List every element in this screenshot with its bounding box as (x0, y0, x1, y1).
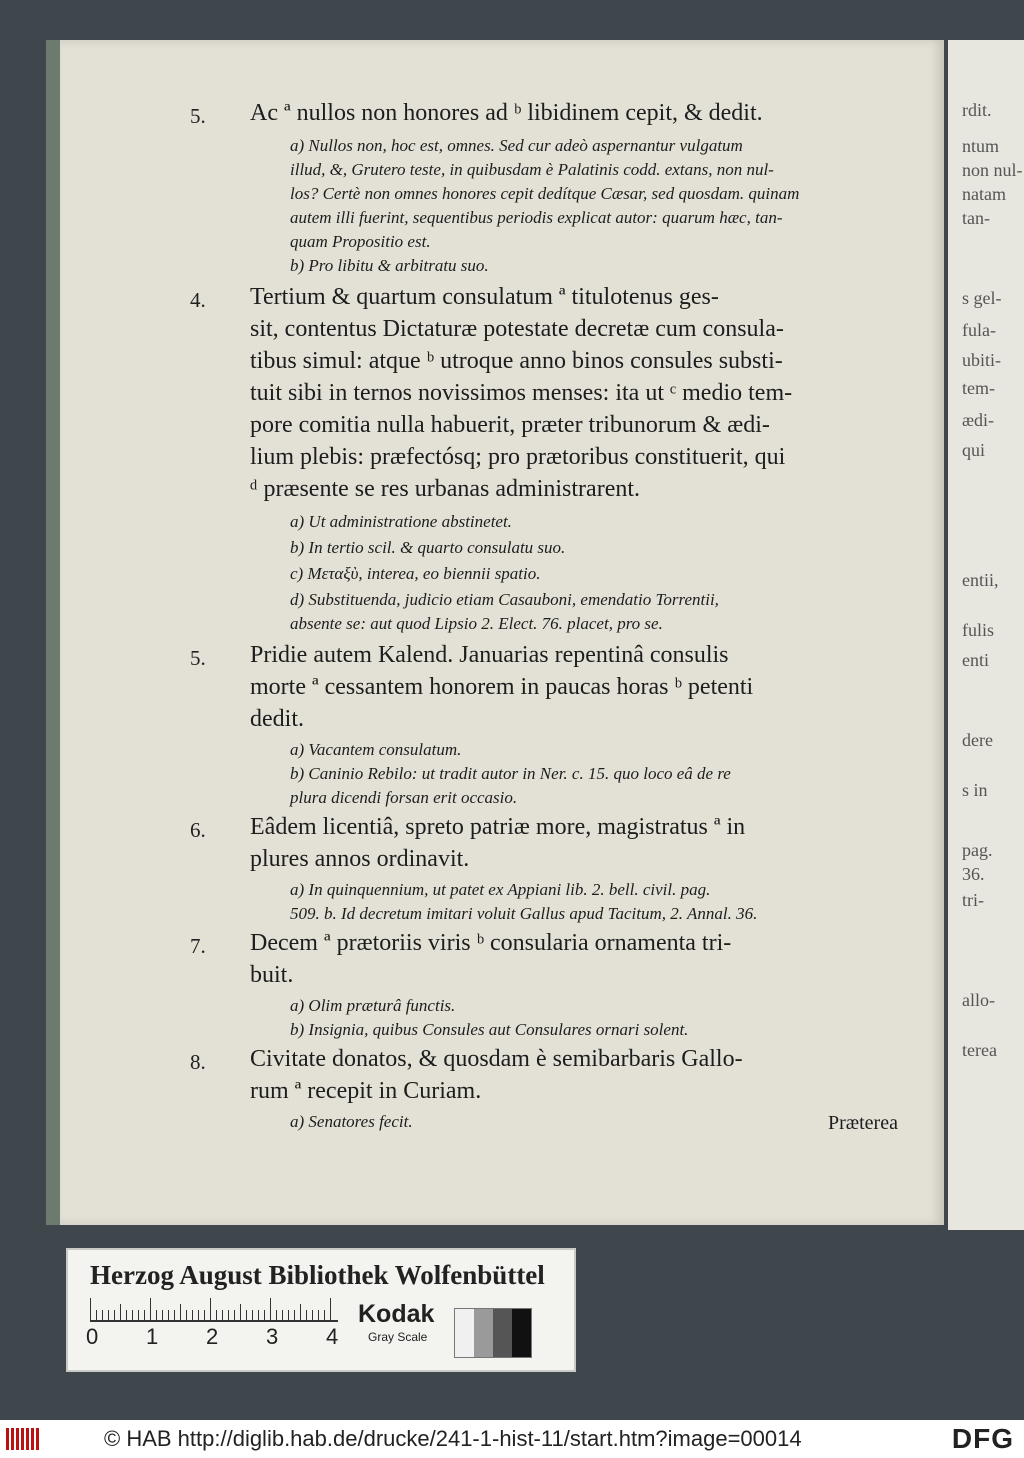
ruler-tick (90, 1298, 91, 1320)
ruler-tick (294, 1310, 295, 1320)
facing-page-fragment: ædi- (962, 410, 995, 430)
dfg-logo: DFG (951, 1423, 1014, 1454)
facing-page-fragment: non nul- (962, 160, 1023, 180)
facing-page-fragment: ubiti- (962, 350, 1001, 370)
facing-page-fragment: enti (962, 650, 989, 670)
text-line: Tertium & quartum consulatum ª titulotenus ges- (250, 284, 719, 310)
copyright-url[interactable]: © HAB http://diglib.hab.de/drucke/241-1-hist-11/start.htm?image=00014 (104, 1426, 802, 1451)
ruler-tick (192, 1310, 193, 1320)
section-number: 4. (190, 288, 206, 312)
text-line: lium plebis: præfectósq; pro prætoribus constituerit, qui (250, 444, 786, 470)
ruler-tick (276, 1310, 277, 1320)
facing-page-fragment: tem- (962, 378, 995, 398)
footer-bar (0, 1420, 1024, 1458)
footnote-line: a) Nullos non, hoc est, omnes. Sed cur adeò aspernantur vulgatum (290, 136, 743, 155)
kodak-logo: Kodak (358, 1300, 435, 1328)
ruler-number: 1 (146, 1324, 159, 1349)
ruler-tick (210, 1298, 211, 1320)
footnote-line: a) Ut administratione abstinetet. (290, 512, 512, 531)
section-number: 6. (190, 818, 206, 842)
facing-page-fragment: 36. (962, 864, 985, 884)
text-line: Decem ª prætoriis viris ᵇ consularia ornamenta tri- (250, 930, 732, 956)
text-line: ᵈ præsente se res urbanas administrarent. (250, 476, 641, 502)
color-calibration-card (66, 1248, 576, 1372)
library-name: Herzog August Bibliothek Wolfenbüttel (90, 1260, 545, 1290)
facing-page-fragment: pag. (962, 840, 993, 860)
ruler-tick (174, 1310, 175, 1320)
text-line: pore comitia nulla habuerit, præter tribunorum & ædi- (250, 412, 770, 438)
ruler-tick (144, 1310, 145, 1320)
text-line: tibus simul: atque ᵇ utroque anno binos consules substi- (250, 348, 783, 374)
footnote-line: plura dicendi forsan erit occasio. (290, 788, 518, 807)
ruler-number: 4 (326, 1324, 339, 1349)
ruler-tick (246, 1310, 247, 1320)
ruler-tick (222, 1310, 223, 1320)
ruler-tick (198, 1310, 199, 1320)
facing-page-fragment: s in (962, 780, 988, 800)
footnote-line: autem illi fuerint, sequentibus periodis explicat autor: quarum hæc, tan- (290, 208, 783, 227)
facing-page-fragment: natam (962, 184, 1006, 204)
facing-page-fragment: fulis (962, 620, 995, 640)
text-line: Ac ª nullos non honores ad ᵇ libidinem cepit, & dedit. (250, 100, 763, 126)
ruler-tick (120, 1304, 121, 1320)
footnote-line: 509. b. Id decretum imitari voluit Gallus apud Tacitum, 2. Annal. 36. (290, 904, 758, 923)
footnote-line: a) Olim præturâ functis. (290, 996, 456, 1015)
ruler-tick (306, 1310, 307, 1320)
section-number: 5. (190, 646, 206, 670)
ruler-tick (330, 1298, 331, 1320)
facing-page-fragment: entii, (962, 570, 999, 590)
text-line: morte ª cessantem honorem in paucas horas ᵇ petenti (250, 674, 754, 700)
text-line: Eâdem licentiâ, spreto patriæ more, magistratus ª in (250, 814, 746, 840)
text-line: rum ª recepit in Curiam. (250, 1078, 482, 1104)
ruler-tick (234, 1310, 235, 1320)
ruler-tick (228, 1310, 229, 1320)
ruler-tick (126, 1310, 127, 1320)
ruler-tick (312, 1310, 313, 1320)
ruler-tick (324, 1310, 325, 1320)
catchword: Præterea (828, 1112, 898, 1134)
scale-ruler (90, 1298, 338, 1322)
ruler-tick (108, 1310, 109, 1320)
footnote-line: a) In quinquennium, ut patet ex Appiani lib. 2. bell. civil. pag. (290, 880, 711, 899)
ruler-tick (132, 1310, 133, 1320)
footnote-line: d) Substituenda, judicio etiam Casauboni, emendatio Torrentii, (290, 590, 719, 609)
ruler-number: 0 (86, 1324, 99, 1349)
footnote-line: c) Μεταξὺ, interea, eo biennii spatio. (290, 564, 541, 583)
ruler-tick (138, 1310, 139, 1320)
footnote-line: b) Pro libitu & arbitratu suo. (290, 256, 489, 275)
gray-scale-caption: Gray Scale (368, 1330, 428, 1344)
ruler-tick (258, 1310, 259, 1320)
facing-page-fragment: allo- (962, 990, 995, 1010)
facing-page-fragment: qui (962, 440, 986, 460)
ruler-tick (114, 1310, 115, 1320)
ruler-tick (216, 1310, 217, 1320)
footnote-line: quam Propositio est. (290, 232, 431, 251)
text-line: buit. (250, 962, 294, 988)
facing-page-fragment: s gel- (962, 288, 1002, 308)
facing-page-fragment: fula- (962, 320, 996, 340)
facing-page-fragment: ntum (962, 136, 1000, 156)
ruler-tick (96, 1310, 97, 1320)
ruler-number: 3 (266, 1324, 279, 1349)
ruler-tick (162, 1310, 163, 1320)
ruler-number: 2 (206, 1324, 219, 1349)
ruler-tick (252, 1310, 253, 1320)
footnote-line: absente se: aut quod Lipsio 2. Elect. 76. placet, pro se. (290, 614, 663, 633)
barcode-icon (6, 1428, 41, 1450)
text-line: tuit sibi in ternos novissimos menses: ita ut ᶜ medio tem- (250, 380, 793, 406)
footnote-line: illud, &, Grutero teste, in quibusdam è Palatinis codd. extans, non nul- (290, 160, 774, 179)
ruler-tick (186, 1310, 187, 1320)
facing-page-fragment: rdit. (962, 100, 992, 120)
section-number: 5. (190, 104, 206, 128)
facing-page-fragment: tan- (962, 208, 990, 228)
ruler-tick (270, 1298, 271, 1320)
facing-page-fragment: dere (962, 730, 993, 750)
footnote-line: b) Insignia, quibus Consules aut Consulares ornari solent. (290, 1020, 689, 1039)
text-line: Civitate donatos, & quosdam è semibarbaris Gallo- (250, 1046, 743, 1072)
ruler-tick (180, 1304, 181, 1320)
facing-page-edge (948, 40, 1024, 1230)
text-line: sit, contentus Dictaturæ potestate decretæ cum consula- (250, 316, 784, 342)
facing-page-fragment: terea (962, 1040, 997, 1060)
ruler-tick (300, 1304, 301, 1320)
section-number: 7. (190, 934, 206, 958)
footnote-line: b) Caninio Rebilo: ut tradit autor in Ner. c. 15. quo loco eâ de re (290, 764, 731, 783)
text-line: plures annos ordinavit. (250, 846, 470, 872)
footnote-line: a) Vacantem consulatum. (290, 740, 462, 759)
text-line: dedit. (250, 706, 304, 732)
facing-page-fragment: tri- (962, 890, 984, 910)
ruler-tick (240, 1304, 241, 1320)
ruler-tick (282, 1310, 283, 1320)
ruler-tick (168, 1310, 169, 1320)
ruler-tick (204, 1310, 205, 1320)
gray-scale-swatches (454, 1308, 532, 1358)
footnote-line: a) Senatores fecit. (290, 1112, 413, 1131)
ruler-tick (264, 1310, 265, 1320)
footnote-line: b) In tertio scil. & quarto consulatu suo. (290, 538, 566, 557)
text-line: Pridie autem Kalend. Januarias repentinâ consulis (250, 642, 729, 668)
ruler-tick (102, 1310, 103, 1320)
ruler-tick (150, 1298, 151, 1320)
book-page (60, 40, 944, 1225)
footnote-line: los? Certè non omnes honores cepit dedítque Cæsar, sed quosdam. quinam (290, 184, 800, 203)
ruler-tick (156, 1310, 157, 1320)
ruler-tick (288, 1310, 289, 1320)
section-number: 8. (190, 1050, 206, 1074)
ruler-tick (318, 1310, 319, 1320)
